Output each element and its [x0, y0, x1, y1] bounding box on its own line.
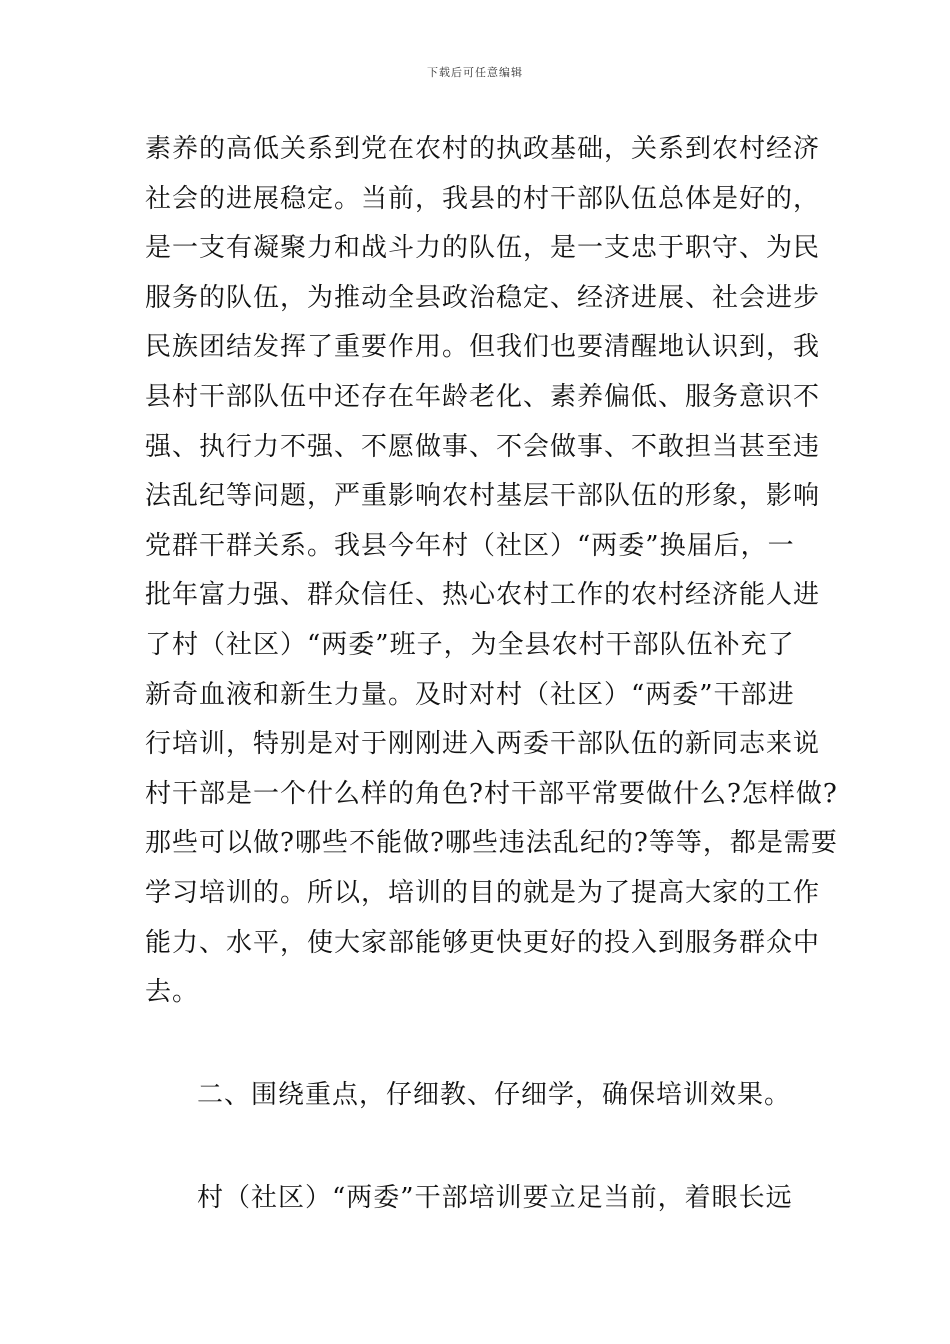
text-line: 社会的进展稳定。当前，我县的村干部队伍总体是好的，: [145, 183, 821, 214]
text-line: 能力、水平，使大家部能够更快更好的投入到服务群众中: [145, 927, 821, 958]
text-line: 是一支有凝聚力和战斗力的队伍，是一支忠于职守、为民: [145, 233, 821, 264]
paragraph-start: 村（社区）“两委”干部培训要立足当前，着眼长远: [197, 1183, 793, 1213]
section-heading: 二、围绕重点，仔细教、仔细学，确保培训效果。: [197, 1080, 792, 1110]
text-line: 村干部是一个什么样的角色?村干部平常要做什么?怎样做?: [145, 778, 838, 809]
text-line: 党群干群关系。我县今年村（社区）“两委”换届后，一: [145, 530, 795, 561]
text-line: 服务的队伍，为推动全县政治稳定、经济进展、社会进步: [145, 282, 821, 313]
text-line: 法乱纪等问题，严重影响农村基层干部队伍的形象，影响: [145, 481, 821, 512]
text-line: 民族团结发挥了重要作用。但我们也要清醒地认识到，我: [145, 332, 821, 363]
header-note: 下载后可任意编辑: [427, 66, 523, 79]
body-paragraph: [145, 125, 838, 1018]
text-line: 县村干部队伍中还存在年龄老化、素养偏低、服务意识不: [145, 381, 821, 412]
text-line: 行培训，特别是对于刚刚进入两委干部队伍的新同志来说: [145, 729, 821, 760]
text-line: 去。: [145, 977, 200, 1008]
text-line: 批年富力强、群众信任、热心农村工作的农村经济能人进: [145, 580, 821, 611]
text-line: 那些可以做?哪些不能做?哪些违法乱纪的?等等，都是需要: [145, 828, 838, 859]
text-line: 强、执行力不强、不愿做事、不会做事、不敢担当甚至违: [145, 431, 821, 462]
text-line: 学习培训的。所以，培训的目的就是为了提高大家的工作: [145, 877, 821, 908]
text-line: 了村（社区）“两委”班子，为全县农村干部队伍补充了: [145, 629, 795, 660]
text-line: 新奇血液和新生力量。及时对村（社区）“两委”干部进: [145, 679, 795, 710]
text-line: 素养的高低关系到党在农村的执政基础，关系到农村经济: [145, 134, 821, 164]
